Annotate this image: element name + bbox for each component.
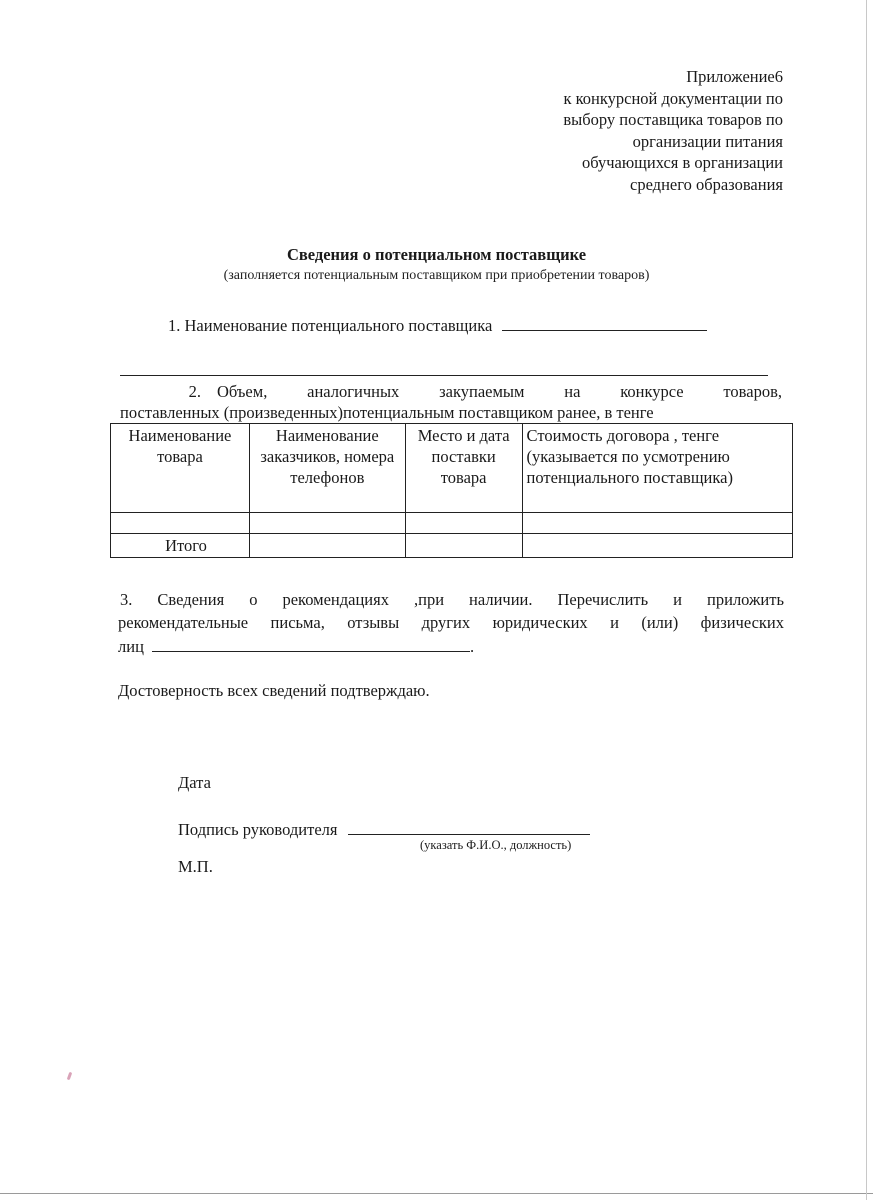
appendix-line: среднего образования [630, 174, 783, 194]
item2-text: Объем, аналогичных закупаемым на конкурсе товаров, [217, 382, 782, 401]
confirmation-text: Достоверность всех сведений подтверждаю. [118, 681, 430, 700]
page-edge-line [0, 1193, 873, 1194]
signature-label: Подпись руководителя [178, 820, 338, 839]
total-label: Итого [111, 534, 250, 558]
item3-suffix: . [470, 637, 475, 656]
document-title: Сведения о потенциальном поставщике [286, 245, 587, 264]
item2-line1 [120, 381, 784, 402]
table-cell [405, 534, 522, 558]
table-cell [249, 513, 405, 534]
table-cell [111, 513, 250, 534]
table-total-row [111, 534, 793, 558]
supplier-name-blank [502, 314, 707, 331]
item2-number: 2. [188, 382, 201, 401]
item3-prefix: лиц [118, 637, 144, 656]
header-place-date: Место и дата поставки товара [405, 424, 522, 513]
header-customers: Наименование заказчиков, номера телефонов [249, 424, 405, 513]
supplier-name-continuation-line [120, 375, 768, 376]
table-cell [249, 534, 405, 558]
table-row [111, 513, 793, 534]
document-subtitle: (заполняется потенциальным поставщиком при приобретении товаров) [223, 268, 650, 283]
signature-field [178, 818, 590, 840]
supply-table [110, 423, 793, 558]
appendix-line: обучающихся в организации [581, 153, 783, 172]
appendix-line: к конкурсной документации по [563, 88, 783, 108]
item3-line2: рекомендательные письма, отзывы других юридических и (или) физических [118, 613, 784, 632]
page-edge-line [866, 0, 867, 1200]
item2-line2: поставленных (произведенных)потенциальным поставщиком ранее, в тенге [120, 403, 654, 422]
appendix-line: выбору поставщика товаров по [563, 110, 783, 129]
table-header-row [111, 424, 793, 513]
supplier-name-field [168, 314, 707, 336]
header-contract-cost: Стоимость договора , тенге (указывается по усмотрению потенциального поставщика) [522, 424, 792, 513]
item3-line1: 3. Сведения о рекомендациях ,при наличии. Перечислить и приложить [120, 590, 784, 609]
header-product-name: Наименование товара [111, 424, 250, 513]
table-cell [522, 513, 792, 534]
appendix-header [563, 66, 783, 195]
date-label: Дата [178, 773, 211, 792]
table-cell [405, 513, 522, 534]
recommendations-blank [152, 635, 470, 652]
table-cell [522, 534, 792, 558]
signature-blank [348, 818, 590, 835]
appendix-line: организации питания [632, 131, 783, 151]
item3-line3 [118, 635, 474, 657]
supplier-name-label: 1. Наименование потенциального поставщика [168, 316, 493, 335]
scan-speck [67, 1072, 73, 1081]
stamp-label: М.П. [178, 857, 213, 876]
appendix-line: Приложение6 [686, 67, 783, 86]
signature-hint: (указать Ф.И.О., должность) [420, 838, 572, 852]
